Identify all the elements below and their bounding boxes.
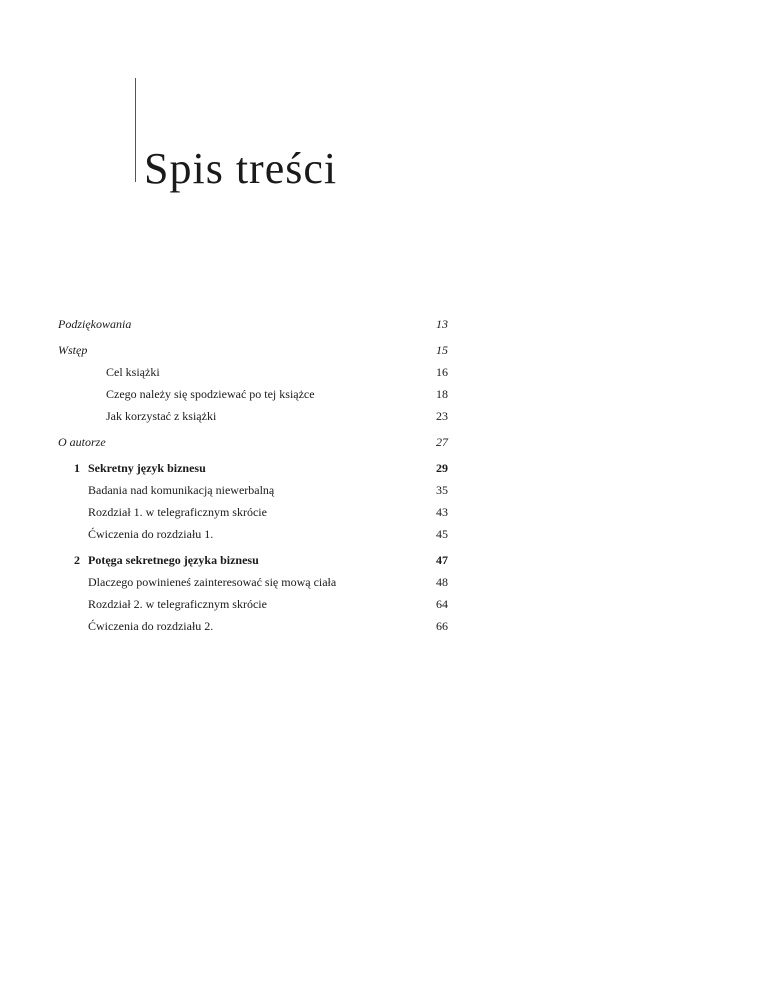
toc-chapter-1[interactable]	[58, 457, 448, 479]
toc-subentry-label: Ćwiczenia do rozdziału 1.	[88, 527, 214, 541]
toc-entry-wstep[interactable]	[58, 339, 448, 361]
toc-subentry[interactable]	[58, 405, 448, 427]
toc-page-number: 18	[436, 387, 448, 401]
toc-page-number: 35	[436, 483, 448, 497]
toc-subentry-label: Badania nad komunikacją niewerbalną	[88, 483, 275, 497]
toc-page-number: 23	[436, 409, 448, 423]
toc-subentry[interactable]	[58, 501, 448, 523]
toc-subentry-label: Ćwiczenia do rozdziału 2.	[88, 619, 214, 633]
toc-subentry[interactable]	[58, 383, 448, 405]
toc-subentry-label: Rozdział 2. w telegraficznym skrócie	[88, 597, 267, 611]
chapter-title: Sekretny język biznesu	[88, 461, 206, 475]
toc-subentry[interactable]	[58, 593, 448, 615]
title-rule	[135, 78, 136, 182]
toc-subentry[interactable]	[58, 361, 448, 383]
chapter-number: 1	[74, 461, 80, 475]
toc-page-number: 29	[436, 461, 448, 475]
toc-page-number: 16	[436, 365, 448, 379]
toc-subentry-label: Czego należy się spodziewać po tej książce	[106, 387, 315, 401]
toc-page-number: 66	[436, 619, 448, 633]
toc-entry-label: Podziękowania	[58, 317, 132, 331]
toc-subentry[interactable]	[58, 523, 448, 545]
toc-page-number: 45	[436, 527, 448, 541]
toc-subentry-label: Dlaczego powinieneś zainteresować się mową ciała	[88, 575, 337, 589]
toc-entry-label: O autorze	[58, 435, 106, 449]
table-of-contents	[58, 313, 448, 637]
toc-entry-podziekowania[interactable]	[58, 313, 448, 335]
toc-page-number: 15	[436, 343, 448, 357]
toc-page-number: 47	[436, 553, 448, 567]
toc-chapter-2[interactable]	[58, 549, 448, 571]
toc-page-number: 43	[436, 505, 448, 519]
toc-page-number: 27	[436, 435, 448, 449]
toc-entry-label: Wstęp	[58, 343, 88, 357]
toc-subentry[interactable]	[58, 615, 448, 637]
toc-subentry-label: Rozdział 1. w telegraficznym skrócie	[88, 505, 267, 519]
page-title: Spis treści	[144, 144, 338, 193]
toc-page-number: 48	[436, 575, 448, 589]
toc-subentry[interactable]	[58, 571, 448, 593]
toc-entry-o-autorze[interactable]	[58, 431, 448, 453]
toc-subentry-label: Cel książki	[106, 365, 160, 379]
chapter-number: 2	[74, 553, 80, 567]
chapter-title: Potęga sekretnego języka biznesu	[88, 553, 259, 567]
toc-subentry-label: Jak korzystać z książki	[106, 409, 217, 423]
toc-page-number: 64	[436, 597, 448, 611]
toc-subentry[interactable]	[58, 479, 448, 501]
toc-page-number: 13	[436, 317, 448, 331]
